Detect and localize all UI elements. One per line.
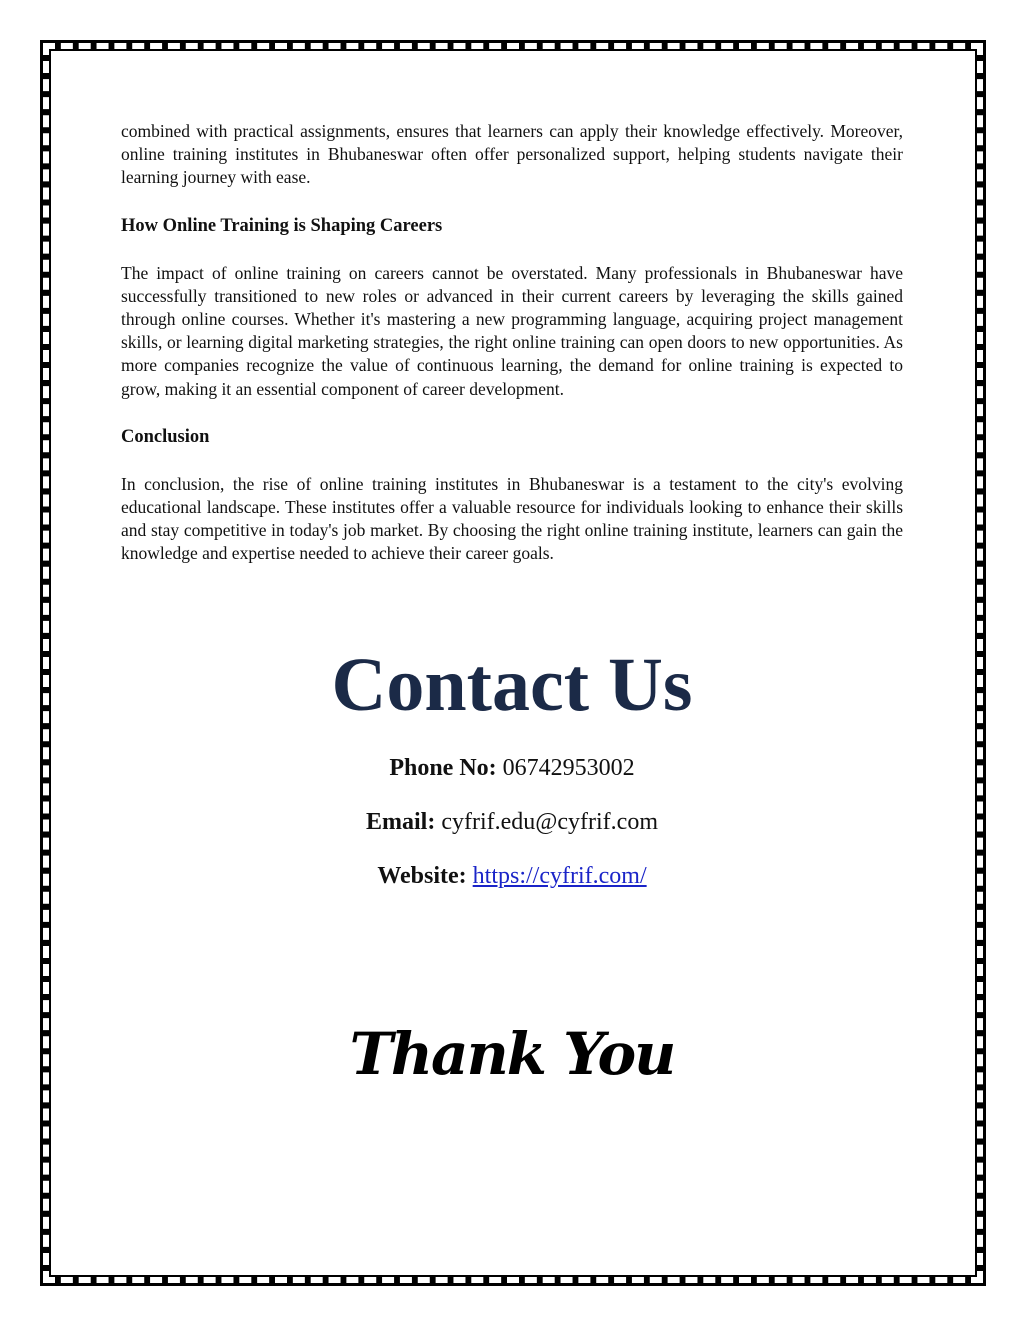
contact-title: Contact Us [331,643,693,727]
conclusion-paragraph: In conclusion, the rise of online training institutes in Bhubaneswar is a testament to the city's evolving educational landscape. These institutes offer a valuable resource for individuals looking to enhance their skills and stay competitive in today's job market. By choosing the right online training institute, learners can gain the knowledge and expertise needed to achieve their career goals. [121,473,903,564]
email-value: cyfrif.edu@cyfrif.com [441,809,658,835]
conclusion-heading: Conclusion [121,426,210,447]
intro-paragraph: combined with practical assignments, ensures that learners can apply their knowledge effectively. Moreover, online training institutes in Bhubaneswar often offer personalized support, helping students navigate their learning journey with ease. [121,121,903,188]
email-line [0,807,1024,837]
email-label: Email: [366,809,436,835]
phone-line [0,753,1024,783]
website-link[interactable]: https://cyfrif.com/ [472,863,647,889]
careers-paragraph: The impact of online training on careers cannot be overstated. Many professionals in Bhubaneswar have successfully transitioned to new roles or advanced in their current careers by leveraging the skills gained through online courses. Whether it's mastering a new programming language, acquiring project management skills, or learning digital marketing strategies, the right online training can open doors to new opportunities. As more companies recognize the value of continuous learning, the demand for online training is expected to grow, making it an essential component of career development. [121,262,903,399]
phone-label: Phone No: [389,755,497,781]
careers-heading: How Online Training is Shaping Careers [121,215,443,236]
website-label: Website: [377,863,467,889]
document-body [121,120,903,566]
website-line [0,861,1024,891]
phone-value: 06742953002 [502,755,635,781]
thank-you-closing: Thank You [349,1020,675,1088]
